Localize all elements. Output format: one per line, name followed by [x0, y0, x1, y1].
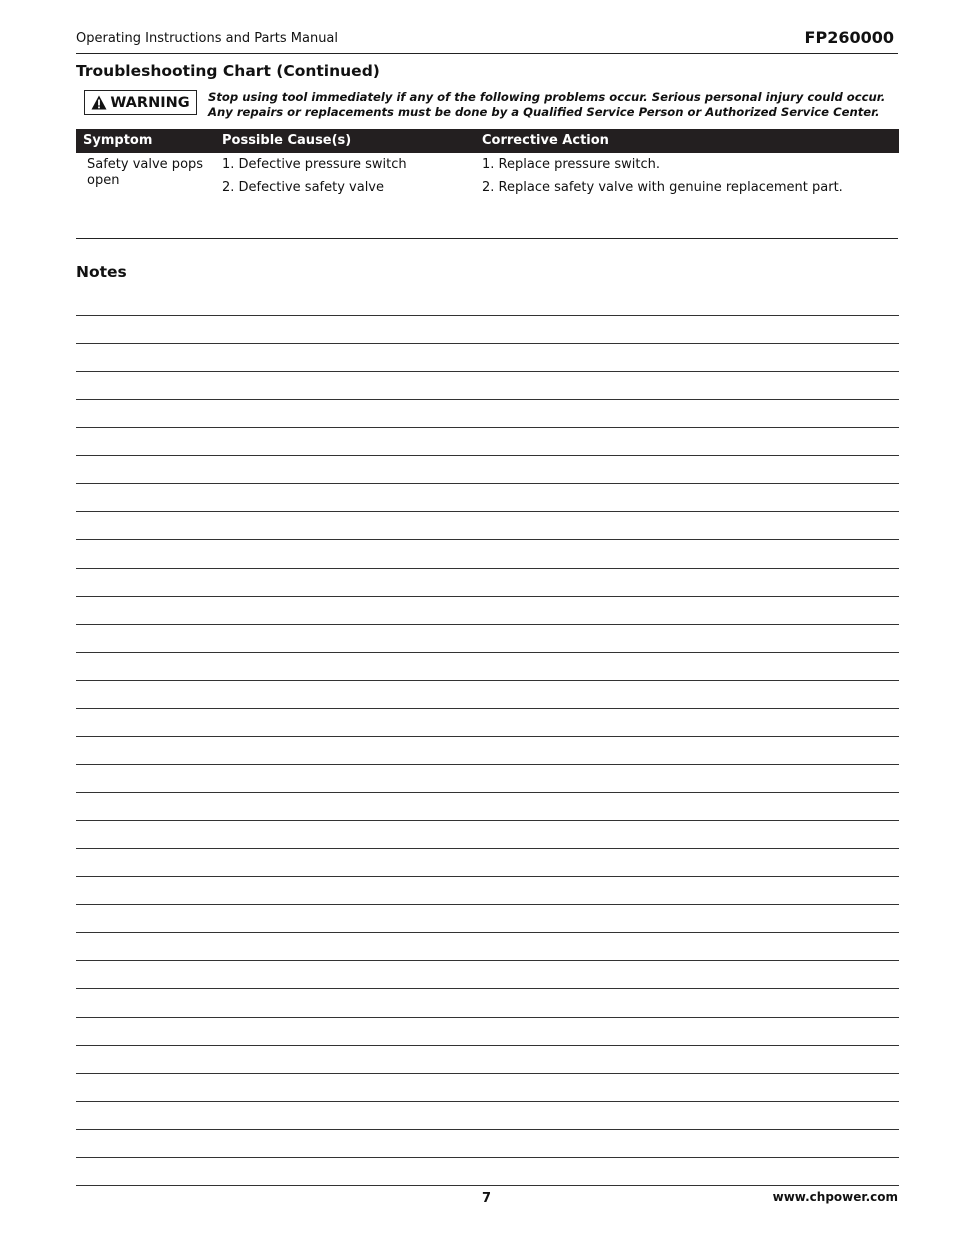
note-line — [76, 1185, 899, 1186]
note-line — [76, 371, 899, 372]
page-number: 7 — [482, 1191, 492, 1206]
table-bottom-divider — [76, 238, 898, 239]
note-line — [76, 1017, 899, 1018]
table-cell-cause-1: 1. Defective pressure switch — [222, 157, 407, 172]
note-line — [76, 736, 899, 737]
note-line — [76, 932, 899, 933]
table-cell-action-1: 1. Replace pressure switch. — [482, 157, 661, 172]
model-number: FP260000 — [804, 28, 894, 47]
warning-triangle-icon — [91, 95, 107, 110]
warning-message — [208, 90, 898, 120]
warning-badge — [84, 90, 197, 115]
table-cell-cause-2: 2. Defective safety valve — [222, 180, 384, 195]
warning-label: WARNING — [110, 94, 190, 111]
note-line — [76, 708, 899, 709]
note-line — [76, 539, 899, 540]
table-header — [76, 129, 899, 153]
note-line — [76, 904, 899, 905]
note-line — [76, 399, 899, 400]
note-line — [76, 960, 899, 961]
note-line — [76, 680, 899, 681]
note-line — [76, 876, 899, 877]
note-line — [76, 1129, 899, 1130]
column-header-corrective-action: Corrective Action — [482, 133, 609, 148]
table-cell-action-2: 2. Replace safety valve with genuine replacement part. — [482, 180, 843, 195]
warning-line-1: Stop using tool immediately if any of the following problems occur. Serious personal injury could occur. — [208, 90, 886, 104]
note-line — [76, 427, 899, 428]
note-line — [76, 820, 899, 821]
note-line — [76, 988, 899, 989]
note-line — [76, 511, 899, 512]
notes-title: Notes — [76, 263, 127, 281]
warning-line-2: Any repairs or replacements must be done by a Qualified Service Person or Authorized Service Center. — [208, 105, 880, 119]
header-divider — [76, 53, 898, 54]
notes-lines — [76, 315, 899, 1185]
note-line — [76, 1045, 899, 1046]
note-line — [76, 568, 899, 569]
note-line — [76, 1157, 899, 1158]
note-line — [76, 624, 899, 625]
website-url: www.chpower.com — [772, 1190, 898, 1204]
note-line — [76, 848, 899, 849]
note-line — [76, 764, 899, 765]
note-line — [76, 652, 899, 653]
note-line — [76, 483, 899, 484]
note-line — [76, 596, 899, 597]
note-line — [76, 315, 899, 316]
note-line — [76, 455, 899, 456]
manual-title: Operating Instructions and Parts Manual — [76, 31, 339, 46]
note-line — [76, 343, 899, 344]
note-line — [76, 1073, 899, 1074]
column-header-symptom: Symptom — [83, 133, 153, 148]
table-cell-symptom: Safety valve pops open — [87, 157, 204, 188]
column-header-possible-causes: Possible Cause(s) — [222, 133, 352, 148]
note-line — [76, 1101, 899, 1102]
note-line — [76, 792, 899, 793]
section-title: Troubleshooting Chart (Continued) — [76, 62, 380, 80]
